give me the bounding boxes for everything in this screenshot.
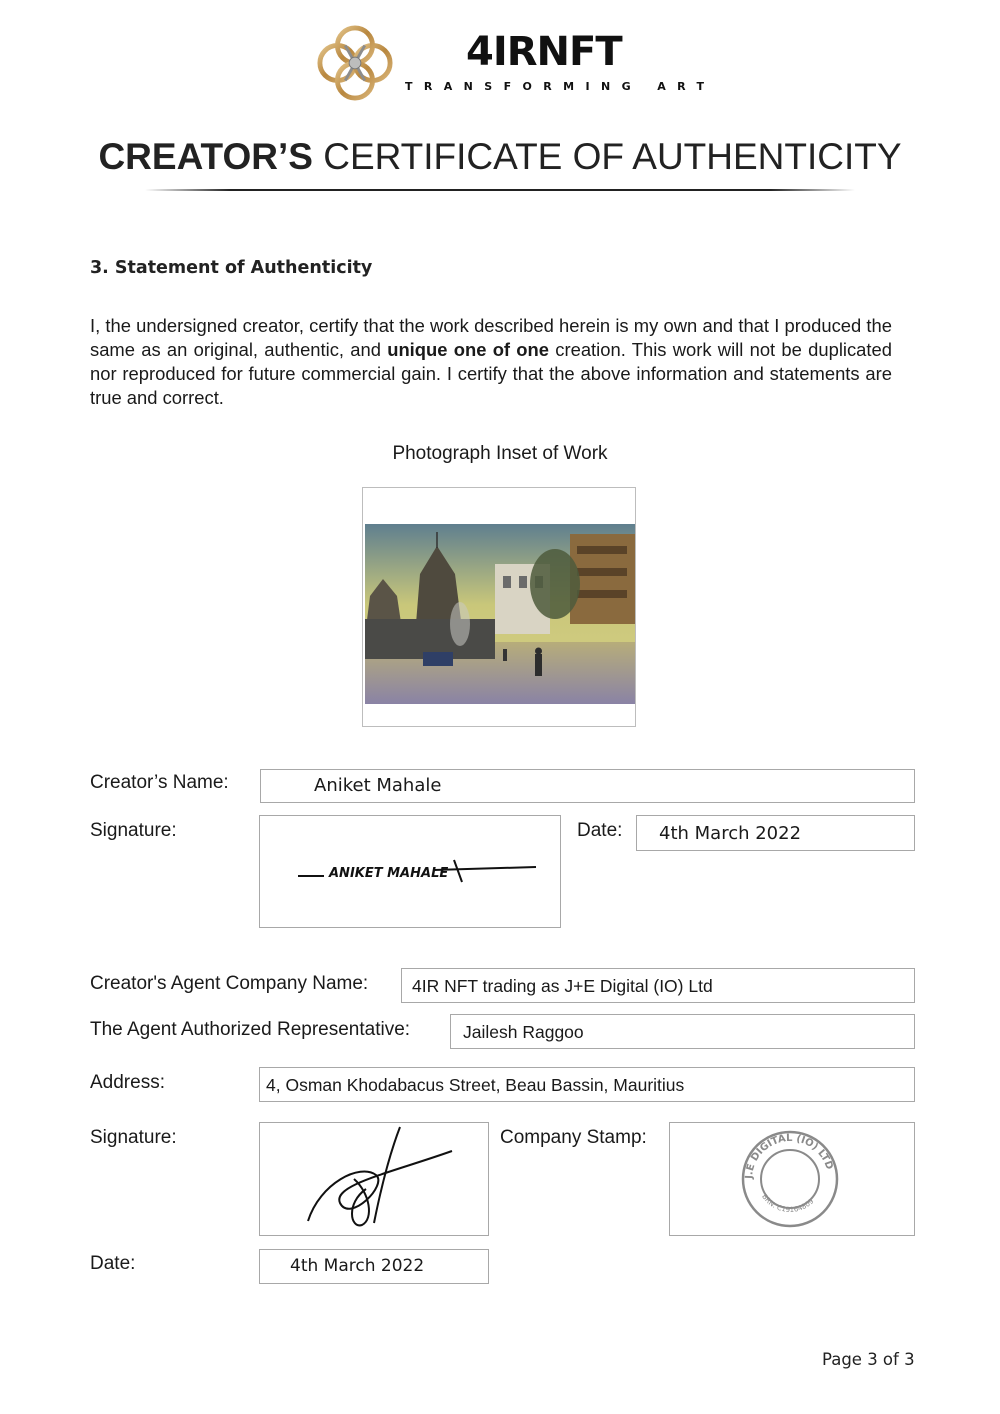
page-title-bold: CREATOR’S [98,136,313,177]
creator-signature-image [284,846,544,896]
creator-signature-label: Signature: [90,820,177,841]
agent-address-label: Address: [90,1072,165,1093]
statement-text-2: creation. This work will not be duplicated nor reproduced for future commercial gain. I certify that the above information and statements are true and correct. [90,339,892,408]
statement-paragraph [90,314,892,410]
company-stamp-box [669,1122,915,1236]
statement-text-1: I, the undersigned creator, certify that the work described herein is my own and that I produced the same as an original, authentic, and [90,315,892,360]
page-title [0,134,1000,180]
agent-signature-image [290,1123,470,1235]
brand-logo-icon [316,24,394,102]
creator-name-value: Aniket Mahale [314,775,442,796]
agent-address-field [259,1067,915,1102]
page-title-rest: CERTIFICATE OF AUTHENTICITY [323,136,902,177]
artwork-photo [365,524,635,704]
brand-name: 4IRNFT [466,29,622,75]
company-stamp-image [738,1129,842,1229]
creator-signature-box [259,815,561,928]
agent-signature-label: Signature: [90,1127,177,1148]
creator-date-field [636,815,915,851]
agent-date-field [259,1249,489,1284]
agent-company-field [401,968,915,1003]
agent-address-value: 4, Osman Khodabacus Street, Beau Bassin, Mauritius [266,1075,685,1095]
agent-rep-field [450,1014,915,1049]
creator-name-label: Creator’s Name: [90,772,229,793]
company-stamp-label: Company Stamp: [500,1127,647,1148]
creator-date-label: Date: [577,820,623,841]
creator-signature-text: ANIKET MAHALE [329,866,449,881]
agent-date-value: 4th March 2022 [290,1256,425,1276]
statement-emphasis: unique one of one [387,339,550,360]
agent-date-label: Date: [90,1253,136,1274]
creator-date-value: 4th March 2022 [659,823,802,844]
page-number: Page 3 of 3 [822,1350,915,1369]
agent-rep-label: The Agent Authorized Representative: [90,1019,411,1040]
svg-text:J.E DIGITAL (IO) LTD [744,1133,835,1180]
title-divider [145,189,855,191]
agent-company-value: 4IR NFT trading as J+E Digital (IO) Ltd [412,976,713,996]
company-stamp-brn: BRN: C19164809 [760,1192,816,1215]
brand-tagline: TRANSFORMING ART [405,80,716,93]
svg-text:BRN: C19164809 [760,1193,815,1214]
section-heading: 3. Statement of Authenticity [90,258,373,278]
agent-rep-value: Jailesh Raggoo [463,1022,584,1042]
agent-company-label: Creator's Agent Company Name: [90,973,369,994]
creator-name-field [260,769,915,803]
photo-caption: Photograph Inset of Work [392,443,608,464]
company-stamp-text: J.E DIGITAL (IO) LTD [743,1132,835,1180]
agent-signature-box [259,1122,489,1236]
